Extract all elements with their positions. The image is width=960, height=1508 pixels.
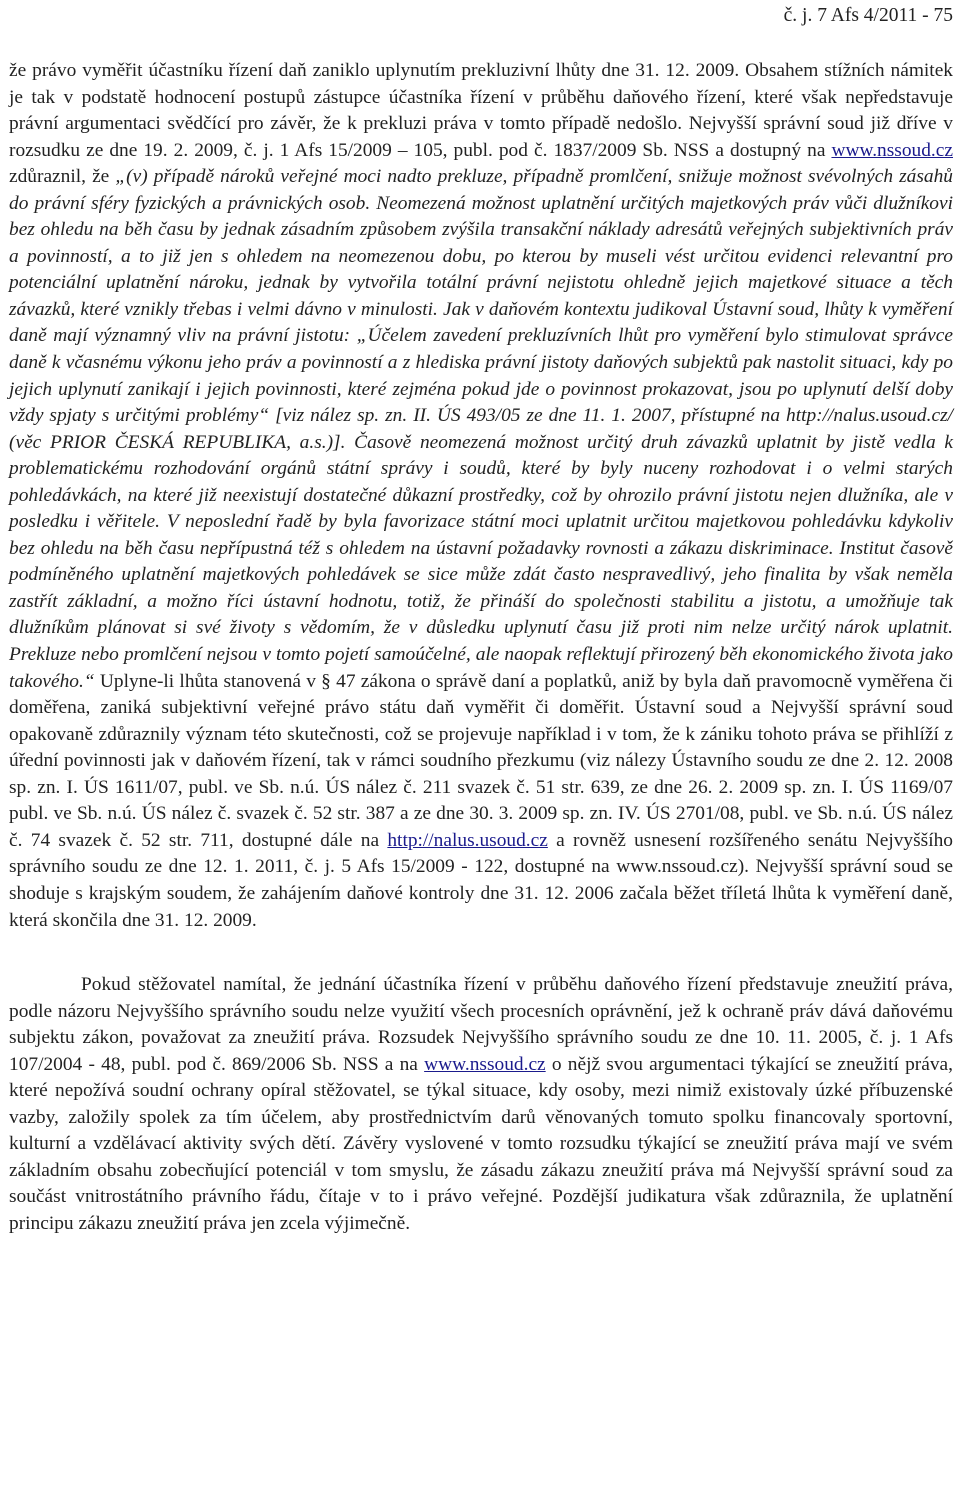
paragraph-2	[9, 972, 953, 1237]
paragraph-1	[9, 58, 953, 934]
paragraph-1-quote: „(v) případě nároků veřejné moci nadto prekluze, případně promlčení, snižuje možnost svévolných zásahů do právní sféry fyzických a právnických osob. Neomezená možnost uplatnění určitých majetkových práv vůči dlužníkovi bez ohledu na běh času by jednak zásadním způsobem zvýšila transakční náklady adresátů veřejných subjektivních práv a povinností, a to již jen s ohledem na neomezenou dobu, po kterou by museli vést určitou evidenci relevantní pro potenciální uplatnění nároku, jednak by vytvořila totální právní nejistotu ohledně jejich majetkové situace a těch závazků, které vznikly třebas i velmi dávno v minulosti. Jak v daňovém kontextu judikoval Ústavní soud, lhůty k vyměření daně mají významný vliv na právní jistotu: „Účelem zavedení prekluzívních lhůt pro vyměření bylo stimulovat správce daně k včasnému výkonu jeho práv a povinností a z hlediska právní jistoty daňových subjektů pak nastolit situaci, kdy po jejich uplynutí zanikají i jejich povinnosti, které zejména pokud jde o povinnost prokazovat, jsou po uplynutí delší doby vždy spjaty s určitými problémy“ [viz nález sp. zn. II. ÚS 493/05 ze dne 11. 1. 2007, přístupné na http://nalus.usoud.cz/ (věc PRIOR ČESKÁ REPUBLIKA, a.s.)]. Časově neomezená možnost určitý druh závazků uplatnit by jistě vedla k problematickému rozhodování orgánů státní správy i soudů, které by byly nuceny rozhodovat i o velmi starých pohledávkách, na které již neexistují dostatečné důkazní prostředky, což by ohrozilo právní jistotu nejen dlužníka, ale v posledku i věřitele. V neposlední řadě by byla favorizace státní moci uplatnit určitou majetkovou pohledávku kdykoliv bez ohledu na běh času nepřípustná též s ohledem na ústavní požadavky rovnosti a zákazu diskriminace. Institut časově podmíněného uplatnění majetkových pohledávek se sice může zdát často nespravedlivý, jeho finalita by však neměla zastřít základní, a možno říci ústavní hodnotu, totiž, že přináší do společnosti stabilitu a jistotu, a umožňuje tak dlužníkům plánovat si své životy s vědomím, že v důsledku uplynutí času již proti nim nelze určitý nárok uplatnit. Prekluze nebo promlčení nejsou v tomto pojetí samoúčelné, ale naopak reflektují přirozený běh ekonomického života jako takového.“	[9, 166, 953, 692]
case-number-header: č. j. 7 Afs 4/2011 - 75	[783, 5, 953, 26]
paragraph-1-text-d: a rovněž usnesení rozšířeného senátu Nejvyššího správního soudu ze dne 12. 1. 2011, č. j. 5 Afs 15/2009 - 122, dostupné na www.nssoud.cz). Nejvyšší správní soud se shoduje s krajským soudem, že zahájením daňové kontroly dne 31. 12. 2006 začala běžet tříletá lhůta k vyměření daně, která skončila dne 31. 12. 2009.	[9, 829, 953, 931]
nssoud-link-2[interactable]: www.nssoud.cz	[424, 1053, 546, 1075]
document-page	[9, 0, 953, 1238]
paragraph-2-text-b: o nějž svou argumentaci týkající se zneužití práva, které nepožívá soudní ochrany opíral stěžovatel, se týkal situace, kdy osoby, mezi nimiž existovaly úzké příbuzenské vazby, založily spolek za tím účelem, aby prostřednictvím darů věnovaných tomuto spolku financovaly sportovní, kulturní a vzdělávací aktivity svých dětí. Závěry vyslovené v tomto rozsudku týkající se zneužití práva mají ve svém základním obsahu zobecňující potenciál v tom smyslu, že zásadu zákazu zneužití práva má Nejvyšší správní soud za součást vnitrostátního právního řádu, čítaje v to i právo veřejné. Pozdější judikatura však zdůraznila, že uplatnění principu zákazu zneužití práva jen zcela výjimečně.	[9, 1053, 953, 1234]
nssoud-link[interactable]: www.nssoud.cz	[831, 139, 953, 161]
nalus-link[interactable]: http://nalus.usoud.cz	[387, 829, 548, 851]
paragraph-1-text-a: že právo vyměřit účastníku řízení daň zaniklo uplynutím prekluzivní lhůty dne 31. 12. 2009. Obsahem stížních námitek je tak v podstatě hodnocení postupů zástupce účastníka řízení v průběhu daňového řízení, které však nepředstavuje právní argumentaci svědčící pro závěr, že k prekluzi práva v tomto případě nedošlo. Nejvyšší správní soud již dříve v rozsudku ze dne 19. 2. 2009, č. j. 1 Afs 15/2009 – 105, publ. pod č. 1837/2009 Sb. NSS a dostupný na	[9, 60, 953, 161]
paragraph-1-text-c: Uplyne-li lhůta stanovená v § 47 zákona o správě daní a poplatků, aniž by byla daň pravomocně vyměřena či doměřena, zaniká subjektivní veřejné právo státu daň vyměřit či doměřit. Ústavní soud a Nejvyšší správní soud opakovaně zdůraznily význam této skutečnosti, což se projevuje například i v tom, že k zániku tohoto práva se přihlíží z úřední povinnosti jak v daňovém řízení, tak v rámci soudního přezkumu (viz nálezy Ústavního soudu ze dne 2. 12. 2008 sp. zn. I. ÚS 1611/07, publ. ve Sb. n.ú. ÚS nález č. 211 svazek č. 51 str. 639, ze dne 26. 2. 2009 sp. zn. I. ÚS 1169/07 publ. ve Sb. n.ú. ÚS nález č. svazek č. 52 str. 387 a ze dne 30. 3. 2009 sp. zn. IV. ÚS 2701/08, publ. ve Sb. n.ú. ÚS nález č. 74 svazek č. 52 str. 711, dostupné dále na	[9, 670, 953, 851]
paragraph-2-text-a: Pokud stěžovatel namítal, že jednání účastníka řízení v průběhu daňového řízení představuje zneužití práva, podle názoru Nejvyššího správního soudu nelze využití všech procesních oprávnění, jež k ochraně práv dává daňovému subjektu zákon, považovat za zneužití práva. Rozsudek Nejvyššího správního soudu ze dne 10. 11. 2005, č. j. 1 Afs 107/2004 - 48, publ. pod č. 869/2006 Sb. NSS a na	[9, 974, 953, 1075]
paragraph-1-text-b: zdůraznil, že	[9, 166, 116, 188]
